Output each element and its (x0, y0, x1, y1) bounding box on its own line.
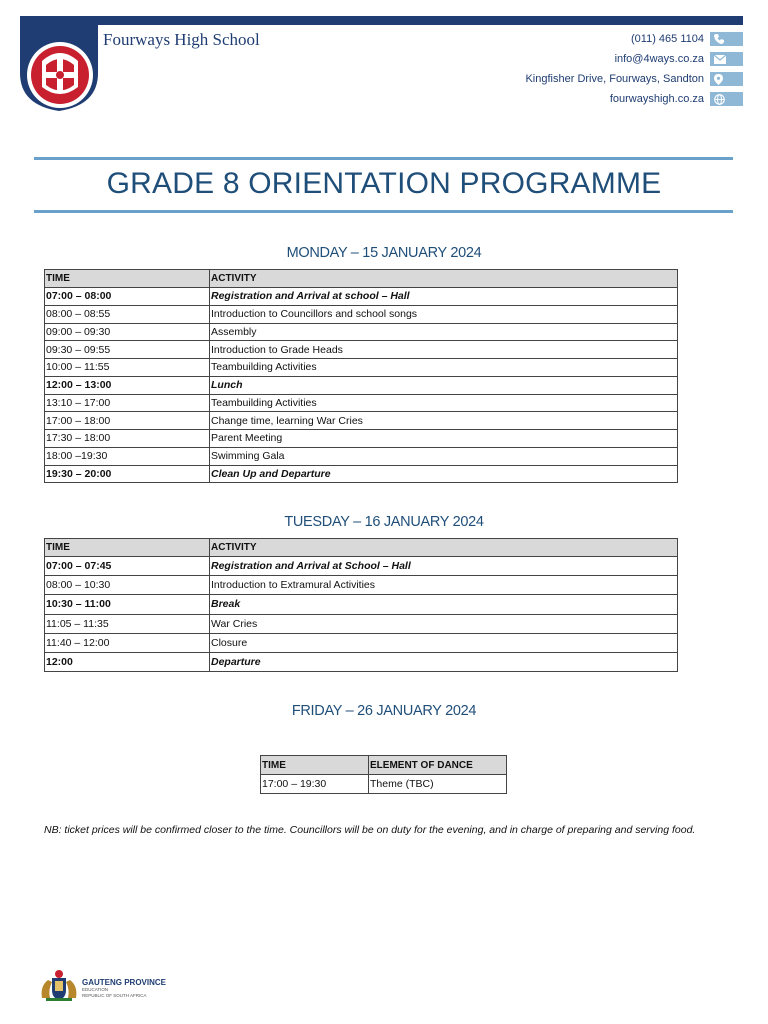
cell-time: 13:10 – 17:00 (45, 394, 210, 412)
cell-time: 09:00 – 09:30 (45, 323, 210, 341)
contact-website (610, 91, 743, 107)
tuesday-heading: TUESDAY – 16 JANUARY 2024 (284, 514, 484, 530)
cell-time: 09:30 – 09:55 (45, 341, 210, 359)
cell-activity: Registration and Arrival at school – Hall (210, 288, 678, 306)
cell-activity: Swimming Gala (210, 447, 678, 465)
cell-time: 17:00 – 19:30 (261, 775, 369, 794)
cell-time: 12:00 (45, 652, 210, 671)
friday-heading: FRIDAY – 26 JANUARY 2024 (291, 703, 477, 719)
table-row (45, 576, 678, 595)
mail-icon (714, 55, 726, 64)
tuesday-schedule-table (44, 538, 678, 672)
title-rule-bottom (34, 210, 733, 213)
col-header-time: TIME (261, 756, 369, 775)
cell-activity: Change time, learning War Cries (210, 412, 678, 430)
cell-time: 17:00 – 18:00 (45, 412, 210, 430)
cell-activity: Parent Meeting (210, 430, 678, 448)
cell-activity: Introduction to Councillors and school songs (210, 305, 678, 323)
footer-country: REPUBLIC OF SOUTH AFRICA (82, 993, 147, 998)
table-row (45, 614, 678, 633)
cell-element: Theme (TBC) (369, 775, 507, 794)
col-header-activity: ACTIVITY (210, 539, 678, 557)
friday-schedule-table (260, 755, 507, 794)
header-bar (20, 16, 743, 25)
contact-website-text: fourwayshigh.co.za (609, 93, 704, 105)
table-row (45, 323, 678, 341)
cell-activity: Teambuilding Activities (210, 359, 678, 377)
table-header-row (45, 539, 678, 557)
monday-heading: MONDAY – 15 JANUARY 2024 (286, 245, 482, 261)
col-header-time: TIME (45, 539, 210, 557)
table-row (45, 341, 678, 359)
cell-activity: Closure (210, 633, 678, 652)
table-row (45, 288, 678, 306)
table-row (45, 595, 678, 614)
table-row (45, 633, 678, 652)
col-header-time: TIME (45, 270, 210, 288)
table-row (45, 557, 678, 576)
col-header-activity: ACTIVITY (210, 270, 678, 288)
note-text: NB: ticket prices will be confirmed closer to the time. Councillors will be on duty for the evening, and in charge of preparing and serving food. (44, 824, 696, 836)
location-pin-icon (714, 74, 723, 85)
footer-dept: EDUCATION (82, 987, 109, 992)
cell-time: 19:30 – 20:00 (45, 465, 210, 483)
contact-address (525, 71, 743, 87)
cell-time: 18:00 –19:30 (45, 447, 210, 465)
cell-activity: Introduction to Extramural Activities (210, 576, 678, 595)
contact-address-text: Kingfisher Drive, Fourways, Sandton (525, 73, 704, 85)
phone-icon (714, 34, 724, 44)
table-row (45, 359, 678, 377)
table-row (45, 430, 678, 448)
table-row (45, 652, 678, 671)
table-row (45, 376, 678, 394)
table-row (261, 775, 507, 794)
monday-schedule-table (44, 269, 678, 483)
table-header-row (261, 756, 507, 775)
footer-province: GAUTENG PROVINCE (82, 978, 167, 987)
contact-email (615, 51, 743, 67)
cell-activity: Teambuilding Activities (210, 394, 678, 412)
cell-activity: Departure (210, 652, 678, 671)
contact-phone (631, 31, 743, 47)
table-row (45, 412, 678, 430)
cell-activity: Break (210, 595, 678, 614)
school-name: Fourways High School (103, 30, 260, 49)
gauteng-province-logo (38, 968, 167, 1004)
cell-time: 11:40 – 12:00 (45, 633, 210, 652)
cell-time: 08:00 – 08:55 (45, 305, 210, 323)
cell-time: 07:00 – 08:00 (45, 288, 210, 306)
cell-activity: Registration and Arrival at School – Hall (210, 557, 678, 576)
table-row (45, 305, 678, 323)
contact-email-text: info@4ways.co.za (614, 53, 704, 65)
globe-icon (714, 94, 725, 105)
col-header-element: ELEMENT OF DANCE (369, 756, 507, 775)
page-title: GRADE 8 ORIENTATION PROGRAMME (106, 167, 662, 200)
cell-time: 11:05 – 11:35 (45, 614, 210, 633)
coat-of-arms-icon (38, 968, 80, 1002)
cell-activity: Clean Up and Departure (210, 465, 678, 483)
table-row (45, 394, 678, 412)
table-row (45, 447, 678, 465)
cell-time: 08:00 – 10:30 (45, 576, 210, 595)
school-crest-logo (20, 25, 98, 111)
table-row (45, 465, 678, 483)
cell-time: 10:30 – 11:00 (45, 595, 210, 614)
cell-time: 10:00 – 11:55 (45, 359, 210, 377)
cell-activity: Assembly (210, 323, 678, 341)
cell-activity: Introduction to Grade Heads (210, 341, 678, 359)
cell-time: 07:00 – 07:45 (45, 557, 210, 576)
cell-time: 12:00 – 13:00 (45, 376, 210, 394)
table-header-row (45, 270, 678, 288)
title-rule-top (34, 157, 733, 160)
cell-activity: War Cries (210, 614, 678, 633)
cell-activity: Lunch (210, 376, 678, 394)
cell-time: 17:30 – 18:00 (45, 430, 210, 448)
contact-phone-text: (011) 465 1104 (631, 33, 704, 45)
